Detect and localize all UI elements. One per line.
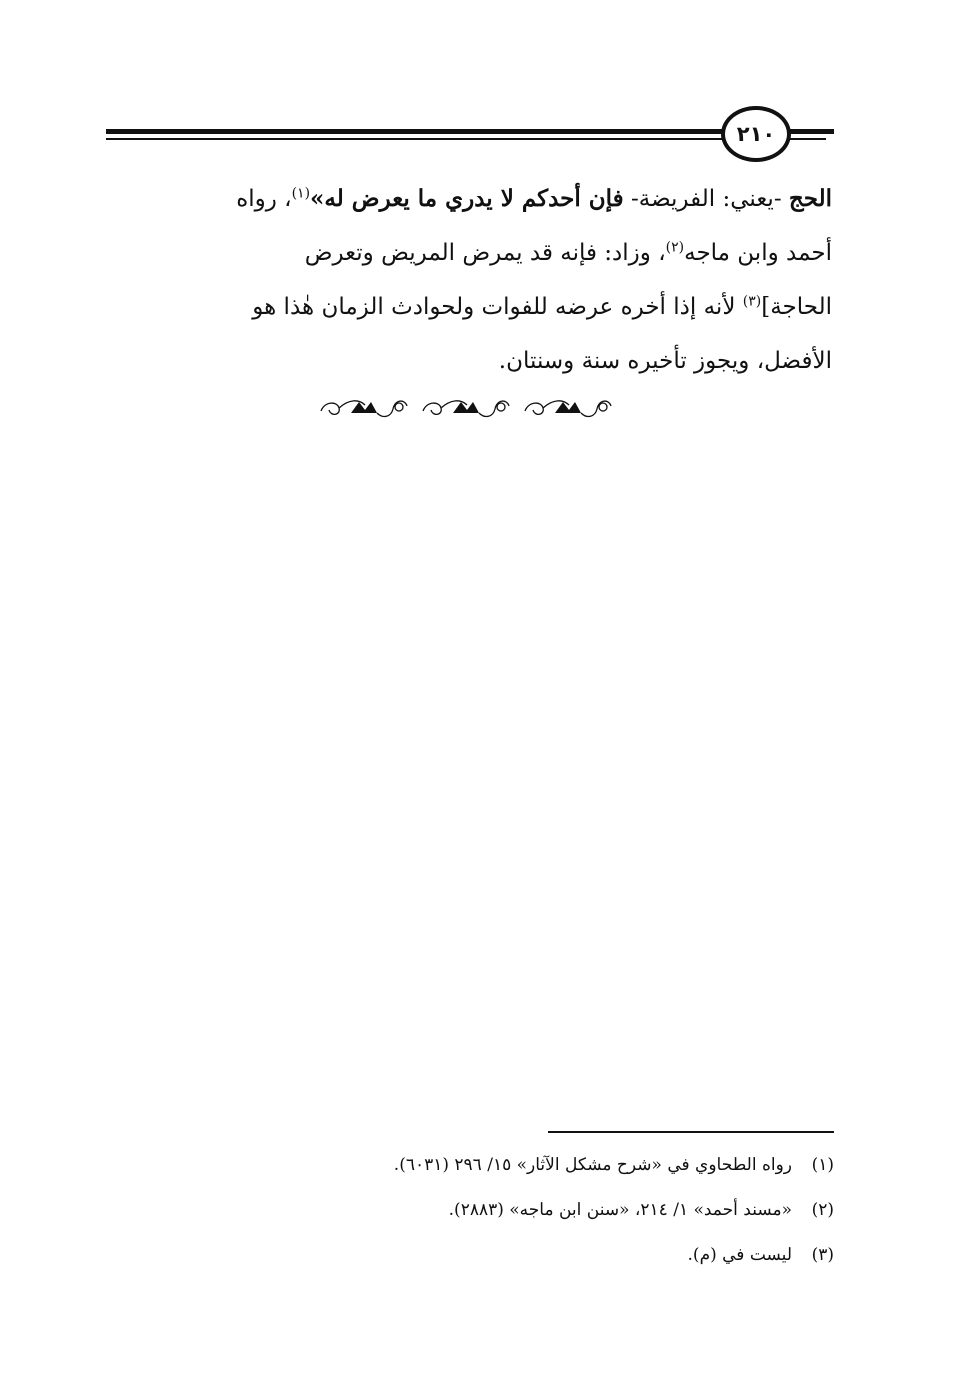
hadith-text: فإن أحدكم لا يدري ما يعرض له» (310, 185, 624, 212)
footnote-number: (١) (811, 1155, 834, 1175)
footnote-number: (٢) (811, 1200, 834, 1220)
text-segment: لأنه إذا أخره عرضه للفوات ولحوادث الزمان هٰذا هو (252, 294, 743, 320)
text-segment: الحاجة] (761, 294, 832, 320)
text-line (106, 172, 832, 226)
floral-divider-icon (315, 393, 411, 423)
text-line (106, 334, 832, 388)
text-segment: أحمد وابن ماجه (684, 240, 832, 266)
footnotes (150, 1146, 834, 1281)
footnote-marker: (٣) (742, 293, 762, 310)
footnote-marker: (٢) (665, 239, 685, 256)
header-rule-thin (106, 138, 728, 140)
footnote-separator (548, 1131, 834, 1133)
footnote-item (150, 1191, 834, 1236)
text-segment: الأفضل، ويجوز تأخيره سنة وسنتان. (498, 348, 832, 374)
text-segment: ، وزاد: فإنه قد يمرض المريض وتعرض (304, 240, 666, 266)
floral-divider-icon (519, 393, 615, 423)
hadith-text: الحج (788, 185, 832, 212)
text-segment: ، رواه (236, 186, 292, 212)
footnote-text: «مسند أحمد» ١/ ٢١٤، «سنن ابن ماجه» (٢٨٨٣). (448, 1200, 792, 1220)
page-number-badge (721, 106, 791, 162)
footnote-marker: (١) (291, 185, 311, 202)
main-paragraph (106, 172, 832, 388)
header-rule-right-thin (786, 138, 826, 140)
footnote-number: (٣) (811, 1245, 834, 1265)
text-line (106, 280, 832, 334)
header-rule-right-thick (786, 129, 834, 134)
footnote-text: رواه الطحاوي في «شرح مشكل الآثار» ١٥/ ٢٩٦ (٦٠٣١). (393, 1155, 792, 1175)
floral-divider-icon (417, 393, 513, 423)
page-number: ٢١٠ (736, 121, 776, 146)
page-header (0, 0, 956, 200)
footnote-text: ليست في (م). (687, 1245, 792, 1265)
header-rule-thick (106, 129, 728, 134)
text-segment: -يعني: الفريضة- (623, 186, 789, 212)
text-line (106, 226, 832, 280)
footnote-item (150, 1146, 834, 1191)
section-divider (300, 388, 630, 428)
footnote-item (150, 1236, 834, 1281)
